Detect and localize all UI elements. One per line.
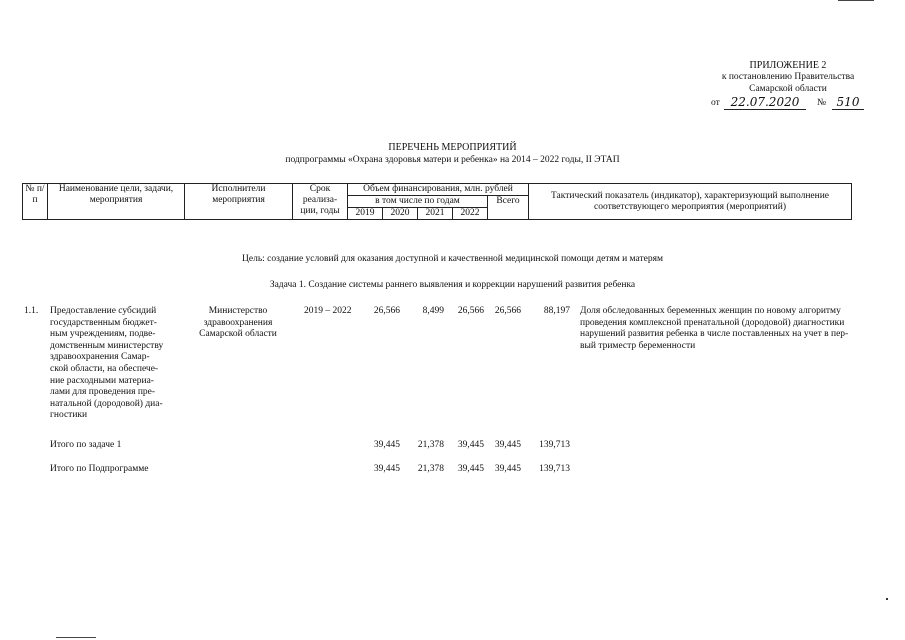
total-program-2020: 21,378 [417, 464, 444, 474]
header-col-indicator: Тактический показатель (индикатор), характеризующий выполнение соответствующего мероприятия (мероприятий) [529, 184, 852, 220]
total-task-2022: 39,445 [494, 440, 521, 450]
row-value-2022: 26,566 [494, 306, 521, 316]
appendix-title: ПРИЛОЖЕНИЕ 2 [749, 60, 827, 71]
header-year-2022: 2022 [453, 208, 488, 220]
appendix-no-label: № [817, 98, 827, 108]
row-indicator-line: нарушений развития ребенка в числе поставленных на учет в пер- [580, 329, 849, 340]
row-indicator [580, 306, 896, 352]
row-name-line: ным учреждениям, подве- [50, 329, 156, 340]
row-indicator-line: вый триместр беременности [580, 340, 696, 351]
appendix-line2: Самарской области [749, 84, 827, 94]
header-col-num: № п/п [23, 184, 48, 220]
row-indicator-line: проведения комплексной пренатальной (дородовой) диагностики [580, 317, 845, 328]
row-number: 1.1. [24, 306, 39, 316]
total-program-2022: 39,445 [494, 464, 521, 474]
total-program-total: 139,713 [539, 464, 570, 474]
header-col-executor: Исполнители мероприятия [185, 184, 293, 220]
appendix-line1: к постановлению Правительства [721, 72, 855, 82]
row-name-line: ние расходными материа- [50, 375, 154, 386]
total-task-2021: 39,445 [457, 440, 484, 450]
page-subtitle: подпрограммы «Охрана здоровья матери и ребенка» на 2014 – 2022 годы, II ЭТАП [285, 155, 620, 165]
total-task-2020: 21,378 [417, 440, 444, 450]
row-total: 88,197 [543, 306, 570, 316]
total-program-2019: 39,445 [373, 464, 400, 474]
total-task-total: 139,713 [539, 440, 570, 450]
header-year-2020: 2020 [383, 208, 418, 220]
goal-line: Цель: создание условий для оказания доступной и качественной медицинской помощи детям и матерям [242, 254, 663, 264]
row-name-line: Предоставление субсидий [50, 306, 157, 316]
header-col-name: Наименование цели, задачи, мероприятия [48, 184, 185, 220]
header-col-by-years: в том числе по годам [348, 196, 488, 208]
header-year-2019: 2019 [348, 208, 383, 220]
header-col-term: Срок реализа-ции, годы [293, 184, 348, 220]
row-name-line: ской области, на обеспече- [50, 363, 159, 374]
row-value-2021: 26,566 [457, 306, 484, 316]
header-year-2021: 2021 [418, 208, 453, 220]
row-name-line: натальной (дородовой) диа- [50, 398, 163, 409]
appendix-number: 510 [832, 95, 864, 110]
total-task-2019: 39,445 [373, 440, 400, 450]
row-executor-line: Министерство [208, 306, 268, 316]
row-executor-line: Самарской области [199, 329, 277, 340]
row-executor-line: здравоохранения [203, 317, 273, 328]
appendix-date: 22.07.2020 [724, 95, 806, 110]
task-line: Задача 1. Создание системы раннего выявления и коррекции нарушений развития ребенка [269, 280, 636, 290]
row-value-2019: 26,566 [373, 306, 400, 316]
row-name-line: лами для проведения пре- [50, 387, 156, 398]
header-col-financing: Объем финансирования, млн. рублей [348, 184, 529, 196]
row-term: 2019 – 2022 [304, 306, 352, 316]
table-header [22, 183, 852, 220]
header-col-total: Всего [488, 196, 529, 220]
row-executor [188, 306, 288, 341]
scan-line-bottom [56, 637, 96, 638]
row-value-2020: 8,499 [422, 306, 444, 316]
row-name-line: государственным бюджет- [50, 317, 157, 328]
total-program-label: Итого по Подпрограмме [50, 464, 149, 474]
total-task-label: Итого по задаче 1 [50, 440, 122, 450]
row-name-line: гностики [50, 410, 88, 421]
row-indicator-line: Доля обследованных беременных женщин по новому алгоритму [580, 306, 841, 316]
scan-dot [886, 598, 888, 600]
page-title: ПЕРЕЧЕНЬ МЕРОПРИЯТИЙ [388, 142, 517, 153]
row-name-line: здравоохранения Самар- [50, 352, 150, 363]
appendix-from-label: от [711, 98, 720, 108]
total-program-2021: 39,445 [457, 464, 484, 474]
row-name-line: домственным министерству [50, 340, 164, 351]
row-name [50, 306, 180, 422]
scan-line-top [838, 0, 874, 1]
